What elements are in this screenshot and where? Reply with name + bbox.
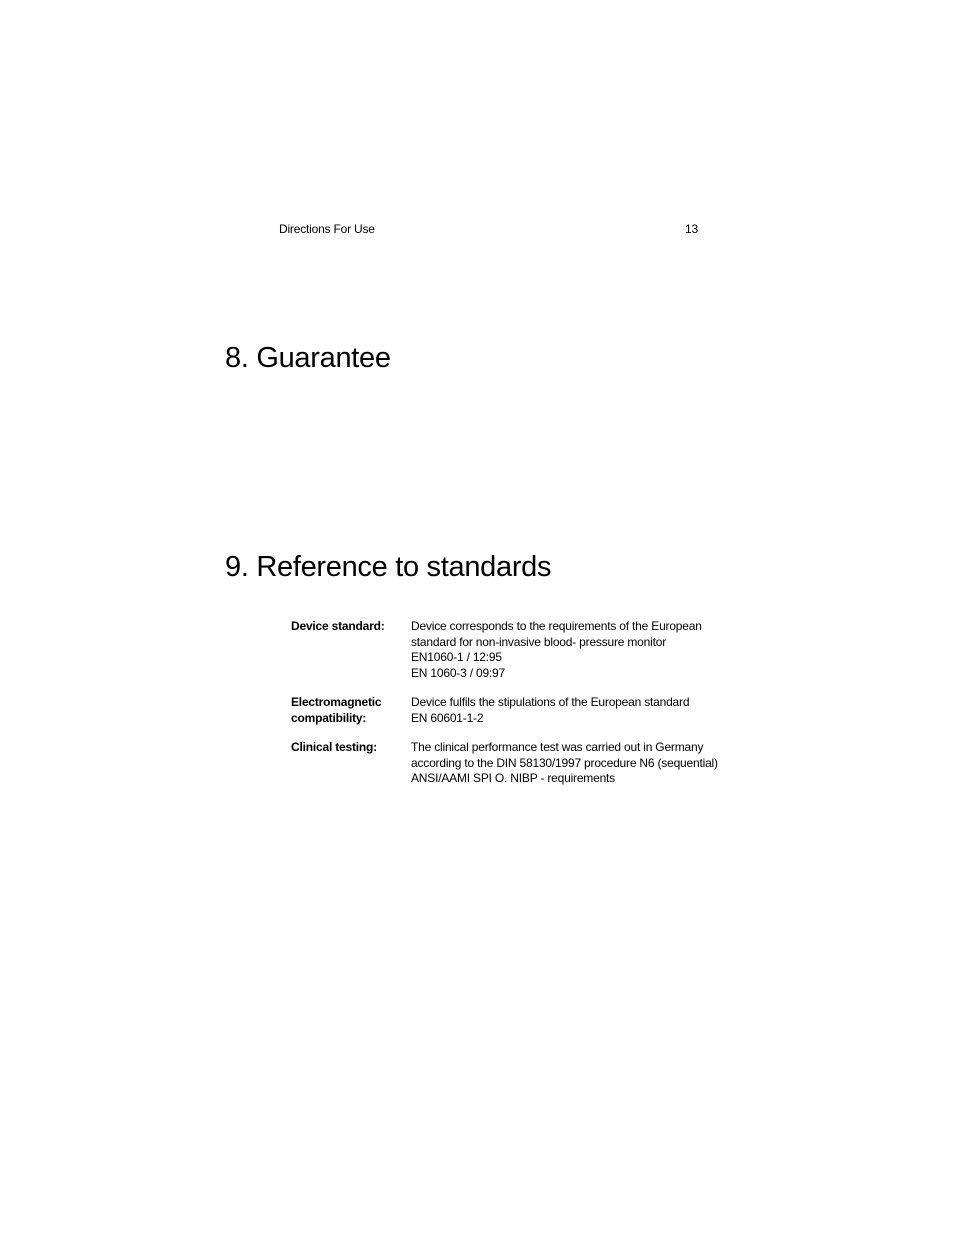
standard-value <box>411 740 731 787</box>
standard-label <box>291 740 411 787</box>
standard-value <box>411 619 731 681</box>
standard-value-line: The clinical performance test was carried out in Germany <box>411 740 704 754</box>
standard-label-line: compatibility: <box>291 710 367 725</box>
standard-row-device <box>291 619 731 681</box>
standard-value-line: EN 1060-3 / 09:97 <box>411 665 506 680</box>
standard-row-emc <box>291 695 731 726</box>
standard-label-line: Device standard: <box>291 619 385 633</box>
standard-value-line: according to the DIN 58130/1997 procedure N6 (sequential) <box>411 755 718 770</box>
standard-value-line: EN1060-1 / 12:95 <box>411 650 502 664</box>
standard-label <box>291 619 411 681</box>
standard-value-line: ANSI/AAMI SPI O. NIBP - requirements <box>411 771 615 785</box>
page-header <box>279 221 698 239</box>
standard-label <box>291 695 411 726</box>
standard-value-line: Device corresponds to the requirements of the European <box>411 619 702 633</box>
standards-table <box>291 619 731 801</box>
standard-row-clinical <box>291 740 731 787</box>
standard-value-line: Device fulfils the stipulations of the European standard <box>411 695 690 709</box>
section-heading-guarantee: 8. Guarantee <box>225 342 391 374</box>
standard-value <box>411 695 731 726</box>
section-heading-standards: 9. Reference to standards <box>225 551 552 583</box>
header-title: Directions For Use <box>279 222 375 236</box>
standard-label-line: Electromagnetic <box>291 695 382 709</box>
standard-value-line: standard for non-invasive blood- pressure monitor <box>411 634 667 649</box>
standard-label-line: Clinical testing: <box>291 740 377 754</box>
page-number: 13 <box>685 222 698 236</box>
standard-value-line: EN 60601-1-2 <box>411 710 484 725</box>
